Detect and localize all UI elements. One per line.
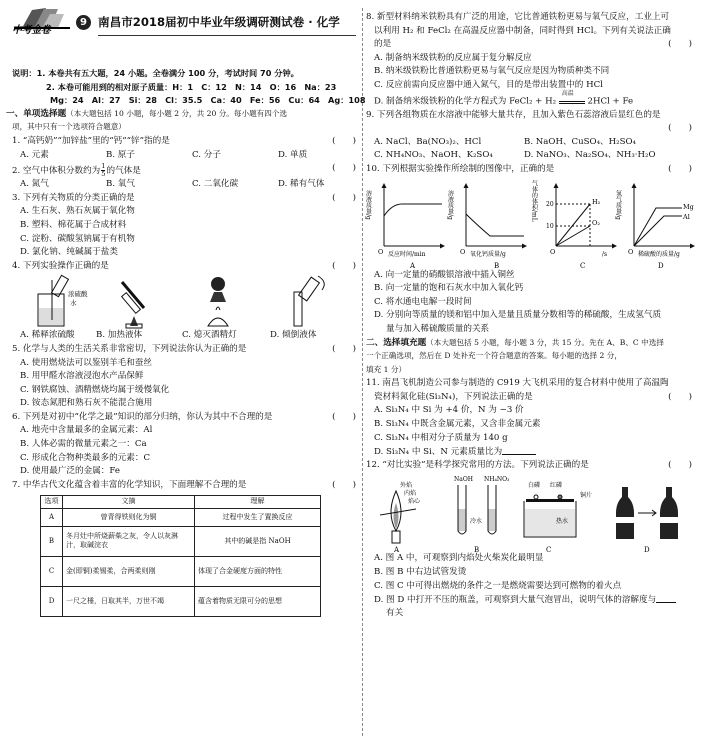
table-row <box>41 508 321 526</box>
table-cell: 一尺之棰，日取其半，万世不竭 <box>63 586 195 616</box>
q11-option-c[interactable]: C. Si₃N₄ 中相对分子质量为 140 g <box>374 432 508 443</box>
graph-b <box>447 184 527 270</box>
graph-c-tick-10: 10 <box>546 222 554 230</box>
reaction-arrow: 高温 <box>559 96 585 106</box>
graph-a-ylabel: 溶液质量/g <box>364 189 372 220</box>
q8-option-b[interactable]: B. 纳米级铁粉比普通铁粉更易与氧气反应是因为物质种类不同 <box>374 66 610 77</box>
answer-paren[interactable]: ( ) <box>668 39 692 50</box>
section1-desc-1: （本大题包括 10 小题，每小题 2 分，共 20 分。每小题有四个选 <box>66 108 288 118</box>
q9-option-d[interactable]: D. NaNO₃、Na₂SO₄、NH₃·H₂O <box>524 150 656 161</box>
q8-option-c[interactable]: C. 反应前需向反应器中通入氮气，目的是带出装置中的 HCl <box>374 79 603 90</box>
graph-c <box>531 179 617 270</box>
q7-table <box>40 495 321 616</box>
fig-d-label: D <box>644 546 650 555</box>
graph-c-ylabel: 气体的体积/mL <box>530 179 538 222</box>
graph-d <box>615 184 695 270</box>
q12-figures <box>366 473 698 553</box>
section2-heading: 二、选择填充题 <box>366 337 427 348</box>
heat-liquid-icon <box>122 282 144 328</box>
q12-option-a[interactable]: A. 图 A 中，可观察到内焰处火柴炭化最明显 <box>374 553 544 564</box>
fig-label-copper: 铜片 <box>580 492 593 500</box>
graph-a-label: A <box>410 261 416 270</box>
q11-option-a[interactable]: A. Si₃N₄ 中 Si 为 +4 价，N 为 −3 价 <box>374 405 524 416</box>
soda-bottles-icon <box>616 487 678 554</box>
graph-a-xlabel: 反应时间/min <box>388 250 426 258</box>
q6-option-c[interactable]: C. 形成化合物种类最多的元素：C <box>20 452 151 463</box>
q3-option-a[interactable]: A. 生石灰、熟石灰属于氧化物 <box>20 206 135 217</box>
q4-stem: 4. 下列实验操作正确的是 ( ) <box>12 260 356 271</box>
logo <box>12 6 72 38</box>
dilute-acid-icon <box>38 276 88 327</box>
q1-stem: 1. “高钙奶”“加锌盐”里的“钙”“锌”指的是 ( ) <box>12 135 356 146</box>
candle-flame-icon <box>380 481 421 554</box>
q10-option-d-cont: 量与加入稀硫酸质量的关系 <box>386 323 490 334</box>
table-cell: D <box>41 586 63 616</box>
table-header: 选项 <box>41 496 63 508</box>
q3-stem: 3. 下列有关物质的分类正确的是 ( ) <box>12 192 356 203</box>
intro-line-3: Mg：24 Al：27 Si：28 Cl：35.5 Ca：40 Fe：56 Cu：64 Ag：108 <box>50 95 366 106</box>
q4-option-a[interactable]: A. 稀释浓硫酸 <box>20 330 75 341</box>
q6-option-a[interactable]: A. 地壳中含量最多的金属元素：Al <box>20 425 153 436</box>
table-row <box>41 586 321 616</box>
q9-options-row-1 <box>366 137 698 151</box>
table-cell: 体现了合金硬度方面的特性 <box>195 556 321 586</box>
section1-header <box>6 109 362 123</box>
q1-option-b[interactable]: B. 原子 <box>106 149 135 160</box>
intro-line-2: 2. 本卷可能用到的相对原子质量：H：1 C：12 N：14 O：16 Na：23 <box>46 81 337 92</box>
q9-option-b[interactable]: B. NaOH、CuSO₄、H₂SO₄ <box>524 136 636 147</box>
table-cell: 曾青得铁则化为铜 <box>63 508 195 526</box>
q5-option-c[interactable]: C. 钢铁腐蚀、酒精燃烧均属于缓慢氧化 <box>20 384 170 395</box>
section2-desc-3: 填充 1 分） <box>366 364 407 374</box>
table-cell: C <box>41 556 63 586</box>
fig-label-outer: 外焰 <box>400 482 413 490</box>
graph-d-ylabel: 氢气质量/g <box>614 189 622 220</box>
fig-label-nh4no3: NH₄NO₃ <box>484 476 510 484</box>
q2-option-c[interactable]: C. 二氧化碳 <box>192 179 239 190</box>
graph-c-line-o2: O₂ <box>592 218 600 227</box>
q2-option-b[interactable]: B. 氧气 <box>106 179 135 190</box>
pour-liquid-icon <box>294 276 324 326</box>
q9-answer-line <box>366 123 698 137</box>
graph-c-label: C <box>580 261 586 270</box>
q10-option-b[interactable]: B. 向一定量的饱和石灰水中加入氧化钙 <box>374 283 524 294</box>
q8-option-a[interactable]: A. 制备纳米级铁粉的反应属于复分解反应 <box>374 52 532 63</box>
q2-options <box>12 179 362 193</box>
q4-option-d[interactable]: D. 倾倒液体 <box>270 330 317 341</box>
q2-stem: 2. 空气中体积分数约为 $\frac{1}{5}$ 的气体是 ( ) <box>12 162 356 179</box>
answer-paren[interactable]: ( ) <box>668 459 692 470</box>
table-header: 文摘 <box>63 496 195 508</box>
q9-option-a[interactable]: A. NaCl、Ba(NO₃)₂、HCl <box>374 136 482 147</box>
answer-paren[interactable]: ( ) <box>668 123 692 134</box>
q5-option-b[interactable]: B. 用甲醛水溶液浸泡水产品保鲜 <box>20 371 144 382</box>
lab-operations-figure <box>22 274 362 330</box>
answer-paren[interactable]: ( ) <box>668 163 692 174</box>
q12-stem: 12. “对比实验”是科学探究常用的方法。下列说法正确的是 ( ) <box>366 459 692 470</box>
q7-stem: 7. 中华古代文化蕴含着丰富的化学知识，下面理解不合理的是 ( ) <box>12 479 356 490</box>
q1-option-c[interactable]: C. 分子 <box>192 149 221 160</box>
fill-blank[interactable] <box>502 446 536 455</box>
q12-option-b[interactable]: B. 图 B 中右边试管发烫 <box>374 567 467 578</box>
answer-paren[interactable]: ( ) <box>332 479 356 490</box>
q6-stem: 6. 下列是对初中“化学之最”知识的部分归纳，你认为其中不合理的是 ( ) <box>12 411 356 422</box>
test-tubes-icon <box>454 476 510 554</box>
table-cell: 冬月灶中所烧薪柴之灰，令人以灰淋汁，取碱浣衣 <box>63 526 195 556</box>
q11-stem-2: 瓷材料氮化硅(Si₃N₄)，下列说法正确的是 ( ) <box>374 391 692 402</box>
q10-option-c[interactable]: C. 将水通电电解一段时间 <box>374 296 472 307</box>
table-header: 理解 <box>195 496 321 508</box>
q11-option-b[interactable]: B. Si₃N₄ 中既含金属元素，又含非金属元素 <box>374 419 541 430</box>
q4-options <box>12 330 362 344</box>
q6-option-d[interactable]: D. 使用最广泛的金属：Fe <box>20 466 120 477</box>
q5-stem: 5. 化学与人类的生活关系非常密切，下列说法你认为正确的是 ( ) <box>12 343 356 354</box>
table-cell: 金(即铜)柔锡柔，合两柔则刚 <box>63 556 195 586</box>
answer-paren[interactable]: ( ) <box>332 411 356 422</box>
table-cell: 蕴含着物质无限可分的思想 <box>195 586 321 616</box>
q8-stem-1: 8. 新型材料纳米铁粉具有广泛的用途，它比普通铁粉更易与氧气反应，工业上可 <box>366 12 670 22</box>
logo-text: 中考金卷 <box>12 24 51 36</box>
table-cell: 其中的碱是指 NaOH <box>195 526 321 556</box>
q10-graphs <box>366 178 698 270</box>
graph-b-label: B <box>494 261 500 270</box>
fig-label-red-p: 红磷 <box>550 482 563 490</box>
q11-option-d[interactable]: D. Si₃N₄ 中 Si、N 元素质量比为 <box>366 446 698 460</box>
fig-b-label: B <box>474 546 480 555</box>
fig-label-hot-water: 热水 <box>556 518 569 526</box>
graph-c-origin: O <box>550 247 556 256</box>
table-header-row <box>41 496 321 508</box>
column-divider <box>362 8 363 736</box>
table-row <box>41 526 321 556</box>
q4-option-b[interactable]: B. 加热液体 <box>96 330 143 341</box>
q5-option-d[interactable]: D. 铵态氮肥和熟石灰不能混合施用 <box>20 398 153 409</box>
q3-option-b[interactable]: B. 塑料、棉花属于合成材料 <box>20 219 127 230</box>
header <box>8 4 360 42</box>
table-cell: A <box>41 508 63 526</box>
fill-blank[interactable] <box>656 594 676 603</box>
paper-number-badge: 9 <box>76 15 91 30</box>
q1-option-a[interactable]: A. 元素 <box>20 149 49 160</box>
title-underline <box>98 35 356 36</box>
answer-paren[interactable]: ( ) <box>668 391 692 402</box>
answer-paren[interactable]: ( ) <box>332 343 356 354</box>
blow-lamp-icon <box>208 277 228 326</box>
graph-d-line-al: Al <box>683 212 690 221</box>
fig-label-naoh: NaOH <box>454 476 473 484</box>
q8-stem-3: 的是 ( ) <box>374 39 692 50</box>
q9-stem: 9. 下列各组物质在水溶液中能够大量共存，且加入紫色石蕊溶液后显红色的是 <box>366 109 661 120</box>
q2-option-a[interactable]: A. 氮气 <box>20 179 49 190</box>
q12-option-c[interactable]: C. 图 C 中可得出燃烧的条件之一是燃烧需要达到可燃物的着火点 <box>374 580 622 591</box>
q4-option-c[interactable]: C. 熄灭酒精灯 <box>182 330 237 341</box>
q8-stem-2: 以利用 H₂ 和 FeCl₂ 在高温反应器中制备，同时得到 HCl。下列有关说法正确 <box>374 25 671 36</box>
q4-figures <box>22 274 362 330</box>
graph-d-line-mg: Mg <box>683 202 694 211</box>
page-title: 南昌市2018届初中毕业年级调研测试卷 · 化学 <box>98 15 340 29</box>
q11-stem-1: 11. 南昌飞机制造公司参与制造的 C919 大飞机采用的复合材料中使用了高温陶 <box>366 378 669 389</box>
section1-heading: 一、单项选择题 <box>6 108 67 119</box>
graph-a <box>365 184 445 270</box>
graph-d-label: D <box>658 261 664 270</box>
q8-option-d[interactable]: D. 制备纳米级铁粉的化学方程式为 FeCl₂ + H₂ 高温 2HCl + Fe <box>374 89 634 107</box>
fig-label-inner: 内焰 <box>404 490 417 498</box>
section2-header <box>366 338 698 352</box>
section2-desc-1: （本大题包括 5 小题，每小题 3 分，共 15 分。先在 A、B、C 中选择 <box>426 337 664 347</box>
q6-option-b[interactable]: B. 人体必需的微量元素之一：Ca <box>20 439 147 450</box>
q1-options <box>12 150 362 164</box>
graph-a-origin: O <box>378 247 384 256</box>
answer-paren[interactable]: ( ) <box>332 260 356 271</box>
table-cell: B <box>41 526 63 556</box>
fig-label-white-p: 白磷 <box>528 482 541 490</box>
graph-c-line-h2: H₂ <box>592 197 601 206</box>
graph-c-tick-20: 20 <box>546 200 554 208</box>
q9-options-row-2 <box>366 150 698 164</box>
answer-paren[interactable]: ( ) <box>332 192 356 203</box>
fig-c-label: C <box>546 546 552 555</box>
q12-option-d[interactable]: D. 图 D 中打开不压的瓶盖，可观察到大量气泡冒出，说明气体的溶解度与 <box>366 594 698 608</box>
graph-b-origin: O <box>460 247 466 256</box>
fig-label-core: 焰心 <box>408 498 421 506</box>
q1-option-d[interactable]: D. 单质 <box>278 149 308 160</box>
q9-option-c[interactable]: C. NH₄NO₃、NaOH、K₂SO₄ <box>374 150 493 161</box>
beaker-copper-icon <box>524 481 592 554</box>
fraction: $\frac{1}{5}$ <box>101 162 106 179</box>
answer-paren[interactable]: ( ) <box>332 163 356 174</box>
section2-desc-2: 一个正确选项，然后在 D 处补充一个符合题意的答案。每小题的选择 2 分， <box>366 351 622 361</box>
fig-a-label: A <box>394 546 400 555</box>
graph-b-ylabel: 溶液质量/g <box>446 189 454 220</box>
q3-option-d[interactable]: D. 氯化钠、纯碱属于盐类 <box>20 247 118 258</box>
q10-stem: 10. 下列根据实验操作所绘制的图像中，正确的是 ( ) <box>366 163 692 174</box>
intro-line-1: 说明：1. 本卷共有五大题，24 小题。全卷满分 100 分，考试时间 70 分钟。 <box>12 68 299 78</box>
graph-d-origin: O <box>628 247 634 256</box>
q3-option-c[interactable]: C. 淀粉、碳酸氢钠属于有机物 <box>20 233 135 244</box>
fig-label-cold-water: 冷水 <box>470 518 483 526</box>
fig-label-water: 水 <box>70 299 77 308</box>
right-column <box>366 12 698 621</box>
section1-desc-2: 项，其中只有一个选项符合题意） <box>12 122 126 132</box>
q2-option-d[interactable]: D. 稀有气体 <box>278 179 325 190</box>
left-column <box>6 68 366 617</box>
answer-paren[interactable]: ( ) <box>332 135 356 146</box>
q5-option-a[interactable]: A. 使用燃烧法可以鉴别羊毛和蚕丝 <box>20 357 152 368</box>
q12-figures-svg <box>366 473 696 553</box>
graph-d-xlabel: 稀硫酸的质量/g <box>638 250 680 258</box>
q10-option-d[interactable]: D. 分别向等质量的镁和铝中加入是量且质量分数相等的稀硫酸，生成氢气质 <box>374 310 662 321</box>
q10-graphs-svg <box>366 178 696 270</box>
q10-option-a[interactable]: A. 向一定量的硝酸银溶液中插入铜丝 <box>374 269 515 280</box>
table-cell: 过程中发生了置换反应 <box>195 508 321 526</box>
graph-b-xlabel: 氧化钙质量/g <box>470 250 506 258</box>
fig-label-acid: 浓硫酸 <box>68 290 88 299</box>
graph-c-xlabel: /s <box>602 250 608 258</box>
table-row <box>41 556 321 586</box>
q12-option-d-cont: 有关 <box>386 607 404 618</box>
